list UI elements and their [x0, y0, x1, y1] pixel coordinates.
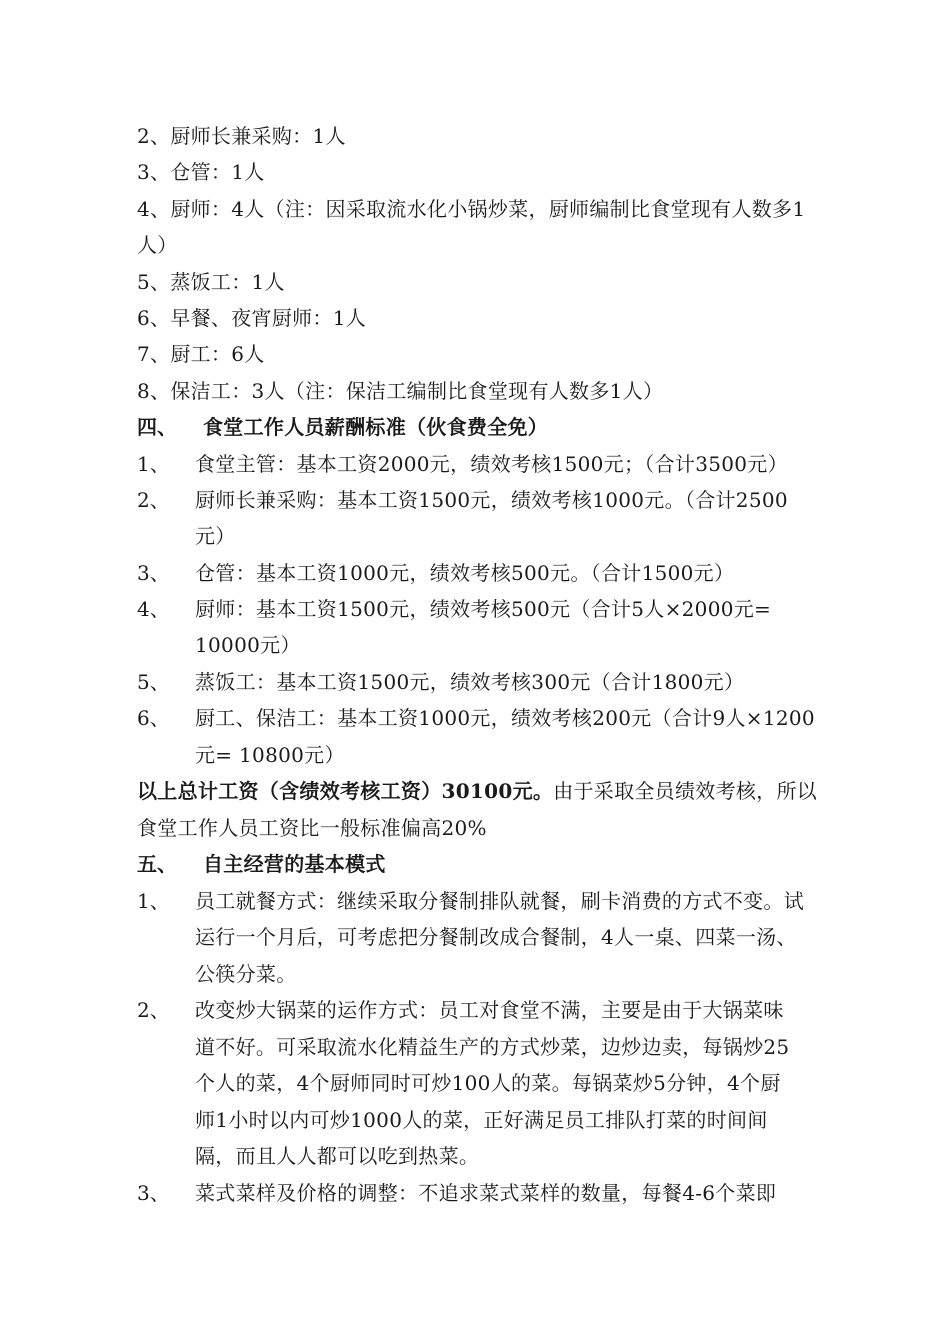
- salary-item-number: 4、: [137, 597, 170, 621]
- staff-item-4-continued: 人）: [137, 233, 178, 257]
- mode-item-number: 3、: [137, 1181, 170, 1205]
- salary-item-number: 3、: [137, 561, 170, 585]
- staff-item-3: 3、仓管：1人: [137, 160, 265, 184]
- staff-item-7: 7、厨工：6人: [137, 342, 265, 366]
- salary-item-text: 10000元）: [195, 633, 301, 657]
- salary-item-number: 6、: [137, 706, 170, 730]
- salary-item-text: 蒸饭工：基本工资1500元，绩效考核300元（合计1800元）: [195, 670, 745, 694]
- mode-item-text: 道不好。可采取流水化精益生产的方式炒菜，边炒边卖，每锅炒25: [195, 1035, 790, 1059]
- salary-summary: [137, 773, 842, 809]
- mode-item-text: 员工就餐方式：继续采取分餐制排队就餐，刷卡消费的方式不变。试: [195, 889, 804, 913]
- mode-item-text: 运行一个月后，可考虑把分餐制改成合餐制，4人一桌、四菜一汤、: [195, 925, 797, 949]
- staff-item-4: 4、厨师：4人（注：因采取流水化小锅炒菜，厨师编制比食堂现有人数多1: [137, 197, 806, 221]
- salary-item-text: 元）: [195, 524, 236, 548]
- salary-item-number: 1、: [137, 452, 170, 476]
- salary-item-text: 厨师长兼采购：基本工资1500元，绩效考核1000元。（合计2500: [195, 488, 788, 512]
- staff-item-5: 5、蒸饭工：1人: [137, 270, 285, 294]
- mode-item-text: 菜式菜样及价格的调整：不追求菜式菜样的数量，每餐4-6个菜即: [195, 1181, 777, 1205]
- section-4-number: 四、: [137, 415, 177, 439]
- salary-summary-total: 以上总计工资（含绩效考核工资）30100元。: [137, 779, 554, 803]
- salary-item-number: 5、: [137, 670, 170, 694]
- staff-item-8: 8、保洁工：3人（注：保洁工编制比食堂现有人数多1人）: [137, 379, 664, 403]
- mode-item-text: 公筷分菜。: [195, 962, 297, 986]
- salary-item-text: 元= 10800元）: [195, 743, 345, 767]
- mode-item-text: 师1小时以内可炒1000人的菜，正好满足员工排队打菜的时间间: [195, 1108, 768, 1132]
- section-5-number: 五、: [137, 852, 177, 876]
- section-5-title: 自主经营的基本模式: [203, 852, 386, 876]
- staff-item-2: 2、厨师长兼采购：1人: [137, 124, 346, 148]
- salary-summary-continued: 食堂工作人员工资比一般标准偏高20%: [137, 816, 487, 840]
- mode-item-text: 隔，而且人人都可以吃到热菜。: [195, 1144, 480, 1168]
- salary-item-number: 2、: [137, 488, 170, 512]
- salary-summary-reason: 由于采取全员绩效考核，所以: [553, 779, 818, 803]
- mode-item-number: 2、: [137, 998, 170, 1022]
- salary-item-text: 厨工、保洁工：基本工资1000元，绩效考核200元（合计9人×1200: [195, 706, 815, 730]
- mode-item-text: 改变炒大锅菜的运作方式：员工对食堂不满，主要是由于大锅菜味: [195, 998, 784, 1022]
- staff-item-6: 6、早餐、夜宵厨师：1人: [137, 306, 367, 330]
- salary-item-text: 仓管：基本工资1000元，绩效考核500元。（合计1500元）: [195, 561, 735, 585]
- mode-item-text: 个人的菜，4个厨师同时可炒100人的菜。每锅菜炒5分钟，4个厨: [195, 1071, 781, 1095]
- section-4-title: 食堂工作人员薪酬标准（伙食费全免）: [203, 415, 549, 439]
- salary-item-text: 食堂主管：基本工资2000元，绩效考核1500元；（合计3500元）: [195, 452, 788, 476]
- mode-item-number: 1、: [137, 889, 170, 913]
- salary-item-text: 厨师：基本工资1500元，绩效考核500元（合计5人×2000元=: [195, 597, 772, 621]
